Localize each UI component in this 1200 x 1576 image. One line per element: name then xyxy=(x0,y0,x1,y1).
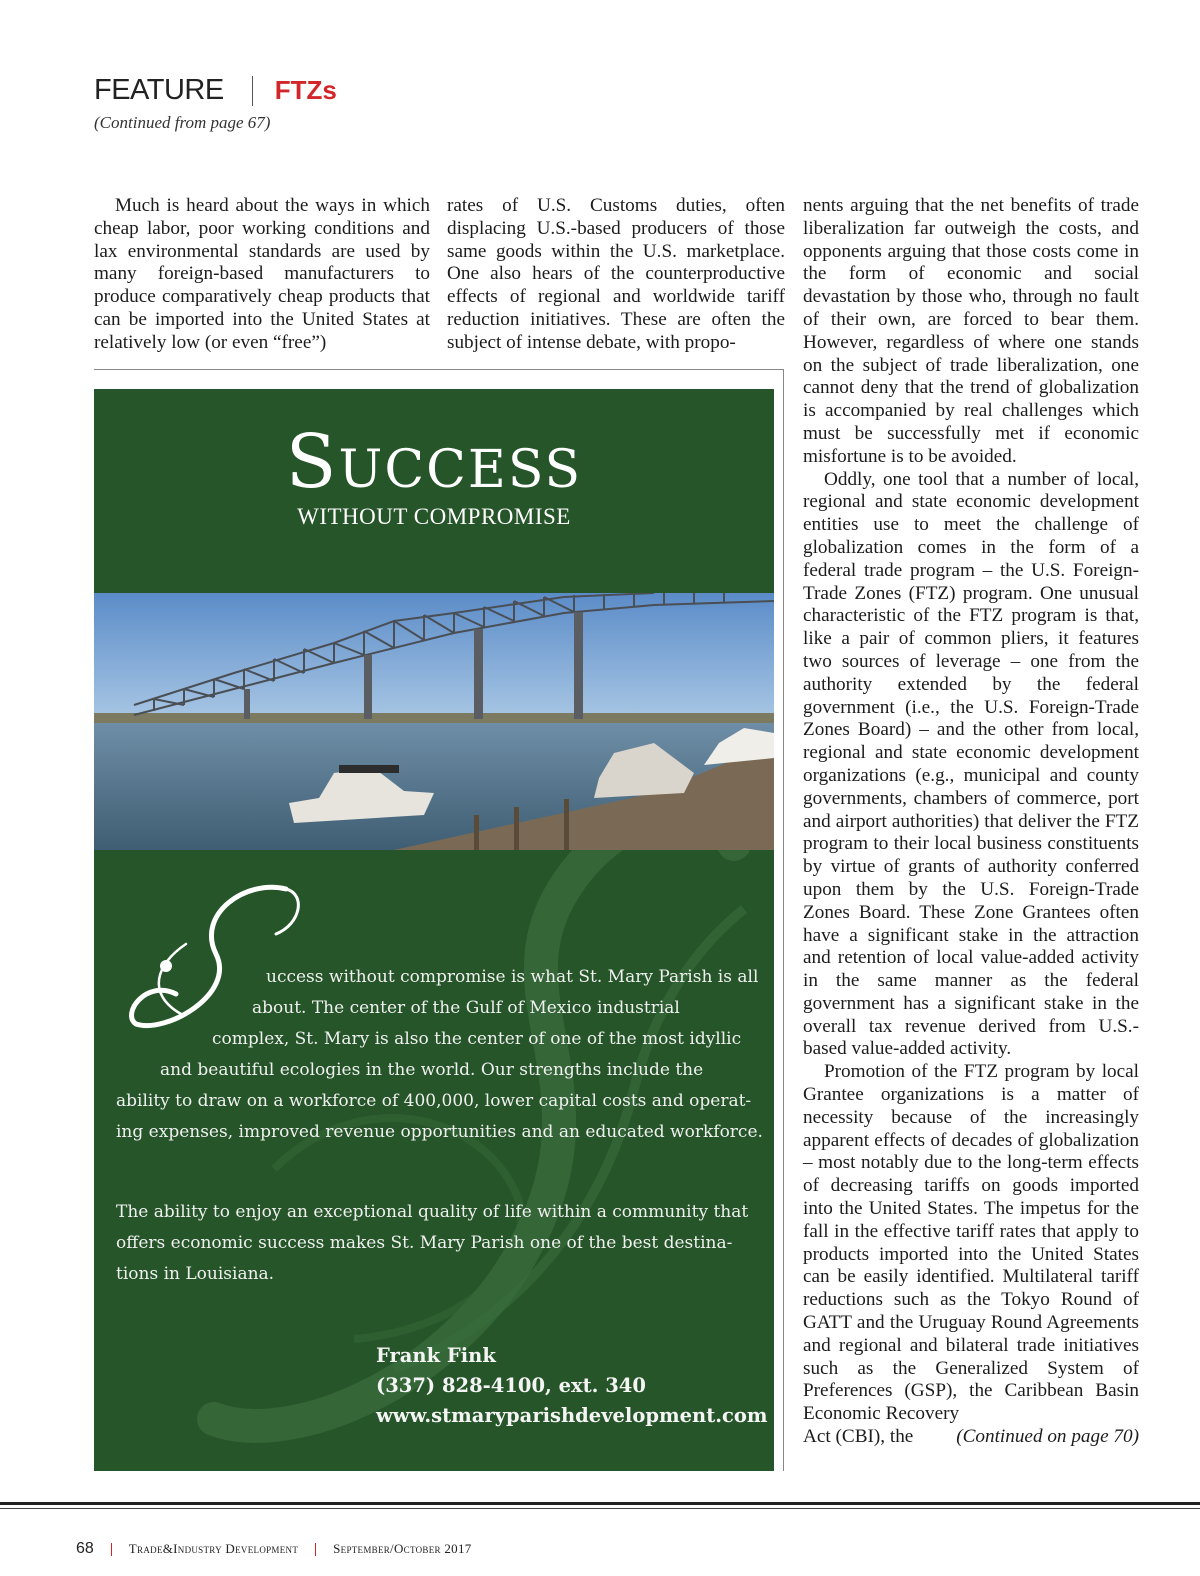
ad-subtitle: WITHOUT COMPROMISE xyxy=(297,504,571,529)
article-last-line xyxy=(803,1426,1139,1449)
ad-text-line: uccess without compromise is what St. Mary Parish is all xyxy=(266,967,759,987)
publication-name: Trade&Industry Development xyxy=(128,1541,299,1556)
ad-text-line: ing expenses, improved revenue opportunities and an educated workforce. xyxy=(116,1122,763,1142)
contact-phone: (337) 828-4100, ext. 340 xyxy=(376,1374,646,1397)
advertisement xyxy=(94,389,774,1471)
page-footer xyxy=(76,1540,472,1558)
article-paragraph: Oddly, one tool that a number of local, regional and state economic development entities use to meet the challenge of globalization comes in the form of a federal trade program – the U.S. Foreign-Trade Zones (FTZ) program. One unusual characteristic of the FTZ program is that, like a pair of common pliers, it features two sources of leverage – one from the authority extended by the federal government (i.e., the U.S. Foreign-Trade Zones Board) – and the other from local, regional and state economic development organizations (e.g., municipal and county governments, chambers of commerce, port and airport authorities) that deliver the FTZ program to their local business constituents by virtue of grants of authority conferred upon them by the U.S. Foreign-Trade Zones Board. These Zone Grantees often have a significant stake in the attraction and retention of local value-added activity in the same manner as the federal government has a significant stake in the overall tax revenue derived from U.S.-based value-added activity. xyxy=(803,468,1139,1060)
issue-date: September/October 2017 xyxy=(333,1541,472,1556)
footer-rule xyxy=(0,1508,1200,1509)
section-topic: FTZs xyxy=(274,75,337,105)
article-paragraph: Much is heard about the ways in which cheap labor, poor working conditions and lax environmental standards are used by many foreign-based manufacturers to produce comparatively cheap products that can be imported into the United States at relatively low (or even “free”) xyxy=(94,195,430,353)
ad-text-line: ability to draw on a workforce of 400,000, lower capital costs and operat- xyxy=(116,1091,752,1111)
contact-name: Frank Fink xyxy=(376,1344,496,1367)
ad-text-line: The ability to enjoy an exceptional quality of life within a community that xyxy=(116,1202,749,1222)
article-paragraph: nents arguing that the net benefits of trade liberalization far outweigh the costs, and opponents arguing that those costs come in the form of economic and social devastation by those who, through no fault of their own, are forced to bear them. However, regardless of where one stands on the subject of trade liberalization, one cannot deny that the trend of globalization is accompanied by real challenges which must be successfully met if economic misfortune is to be avoided. xyxy=(803,195,1139,467)
footer-rule xyxy=(0,1502,1200,1505)
bridge-photo xyxy=(94,593,774,850)
article-column-2 xyxy=(447,195,785,355)
header-divider xyxy=(252,76,253,106)
ad-frame-line xyxy=(783,369,784,1471)
ad-frame-line xyxy=(94,369,783,370)
footer-separator xyxy=(111,1543,112,1556)
page-header xyxy=(94,74,337,133)
continued-from-note: (Continued from page 67) xyxy=(94,113,271,132)
contact-website[interactable]: www.stmaryparishdevelopment.com xyxy=(376,1404,768,1427)
continued-on-note: (Continued on page 70) xyxy=(956,1426,1139,1448)
ad-text-line: about. The center of the Gulf of Mexico industrial xyxy=(252,998,680,1018)
ad-text-line: tions in Louisiana. xyxy=(116,1264,275,1284)
page-number: 68 xyxy=(76,1540,94,1557)
article-paragraph: rates of U.S. Customs duties, often displacing U.S.-based producers of those same goods within the U.S. marketplace. One also hears of the counterproductive effects of regional and worldwide tariff reduction initiatives. These are often the subject of intense debate, with propo- xyxy=(447,195,785,353)
article-last-words: Act (CBI), the xyxy=(803,1426,914,1448)
ad-title: Success xyxy=(285,419,583,505)
article-column-1 xyxy=(94,195,430,355)
ad-text-line: offers economic success makes St. Mary Parish one of the best destina- xyxy=(116,1233,733,1253)
section-label: FEATURE xyxy=(94,74,224,106)
ad-text-line: complex, St. Mary is also the center of one of the most idyllic xyxy=(212,1029,742,1049)
footer-separator xyxy=(315,1543,316,1556)
article-paragraph: Promotion of the FTZ program by local Grantee organizations is a matter of necessity because of the increasingly apparent effects of decades of globalization – most notably due to the long-term effects of decreasing tariffs on goods imported into the United States. The impetus for the fall in the effective tariff rates that apply to products imported into the United States can be easily identified. Multilateral tariff reductions such as the Tokyo Round of GATT and the Uruguay Round Agreements and regional and bilateral trade initiatives such as the Generalized System of Preferences (GSP), the Caribbean Basin Economic Recovery xyxy=(803,1061,1139,1425)
ad-contact-block xyxy=(376,1341,768,1431)
ad-text-line: and beautiful ecologies in the world. Our strengths include the xyxy=(160,1060,704,1080)
article-column-3 xyxy=(803,195,1139,1449)
